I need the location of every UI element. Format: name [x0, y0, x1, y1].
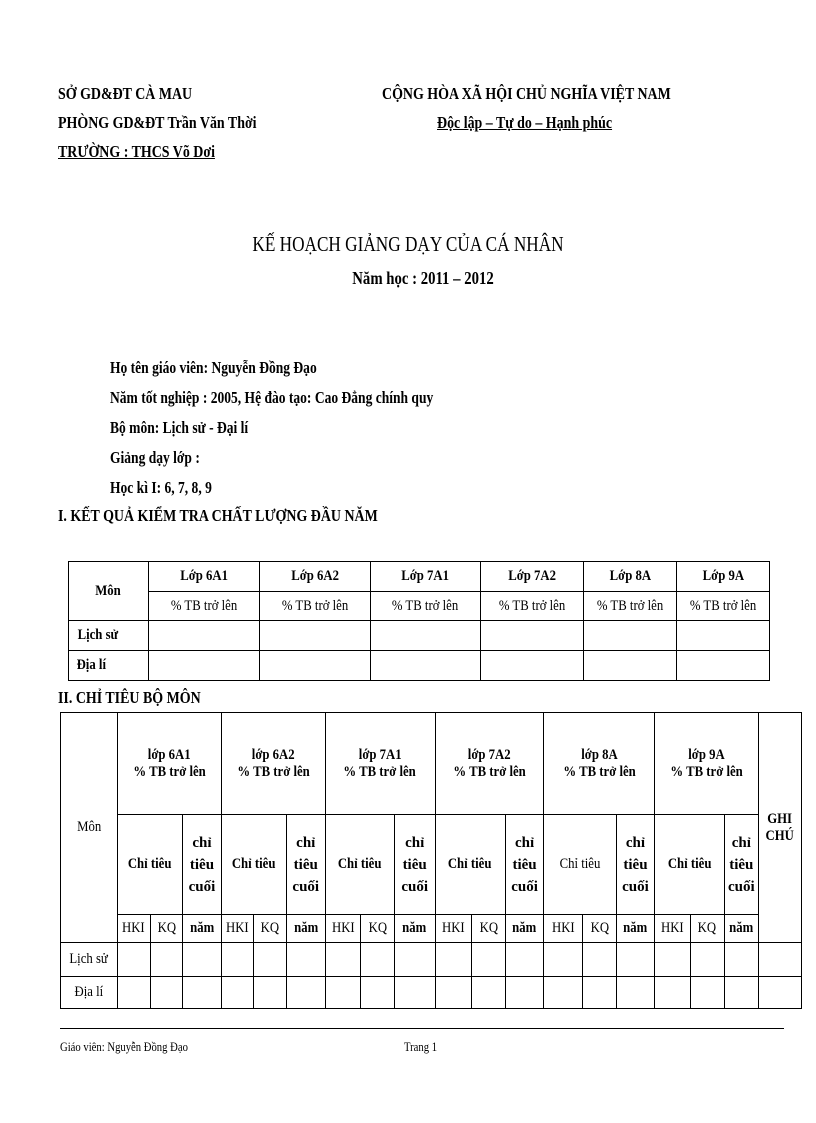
- year-header: năm: [286, 915, 325, 943]
- semester-info: Học kì I: 6, 7, 8, 9: [110, 478, 212, 497]
- year-header: năm: [183, 915, 222, 943]
- final-target-header: chỉ tiêu cuối: [616, 815, 655, 915]
- final-target-header: chỉ tiêu cuối: [505, 815, 544, 915]
- class-header: lớp 7A1 % TB trở lên: [325, 713, 435, 815]
- hki-header: HKI: [221, 915, 254, 943]
- kq-header: KQ: [472, 915, 506, 943]
- table-row: [69, 651, 770, 681]
- kq-header: KQ: [361, 915, 395, 943]
- kq-header: KQ: [690, 915, 724, 943]
- motto-wrap: [437, 113, 612, 133]
- class-header: Lớp 6A1: [148, 562, 259, 592]
- metric-header: % TB trở lên: [370, 592, 481, 621]
- section1-heading: I. KẾT QUẢ KIỂM TRA CHẤT LƯỢNG ĐẦU NĂM: [58, 506, 378, 525]
- national-title: CỘNG HÒA XÃ HỘI CHỦ NGHĨA VIỆT NAM: [382, 84, 671, 103]
- hki-header: HKI: [325, 915, 361, 943]
- target-header: Chỉ tiêu: [221, 815, 286, 915]
- target-header: Chỉ tiêu: [435, 815, 505, 915]
- footer-teacher: Giáo viên: Nguyễn Đồng Đạo: [60, 1039, 188, 1054]
- class-header: lớp 7A2 % TB trở lên: [435, 713, 544, 815]
- row-label-geography: Địa lí: [69, 651, 149, 681]
- dept-name: SỞ GD&ĐT CÀ MAU: [58, 84, 193, 103]
- final-target-header: chỉ tiêu cuối: [394, 815, 435, 915]
- metric-header: % TB trở lên: [584, 592, 677, 621]
- row-label-history: Lịch sử: [69, 621, 149, 651]
- final-target-header: chỉ tiêu cuối: [286, 815, 325, 915]
- subject-header: Môn: [69, 562, 149, 621]
- kq-header: KQ: [583, 915, 617, 943]
- class-header: lớp 9A % TB trở lên: [655, 713, 759, 815]
- table-row: [69, 621, 770, 651]
- target-header: Chỉ tiêu: [655, 815, 724, 915]
- teacher-name: Họ tên giáo viên: Nguyễn Đồng Đạo: [110, 358, 317, 377]
- table-row: [61, 943, 802, 977]
- year-header: năm: [616, 915, 655, 943]
- section2-heading: II. CHỈ TIÊU BỘ MÔN: [58, 688, 201, 707]
- hki-header: HKI: [118, 915, 151, 943]
- target-header: Chỉ tiêu: [544, 815, 616, 915]
- national-motto: Độc lập – Tự do – Hạnh phúc: [437, 113, 613, 132]
- class-header: Lớp 9A: [677, 562, 770, 592]
- page-number: Trang 1: [404, 1039, 438, 1054]
- class-header: Lớp 6A2: [259, 562, 370, 592]
- kq-header: KQ: [150, 915, 183, 943]
- footer-divider: [60, 1028, 784, 1029]
- metric-header: % TB trở lên: [148, 592, 259, 621]
- school-name: TRƯỜNG : THCS Võ Dơi: [58, 142, 215, 161]
- school-name-wrap: [58, 142, 215, 162]
- metric-header: % TB trở lên: [259, 592, 370, 621]
- final-target-header: chỉ tiêu cuối: [183, 815, 222, 915]
- subject-info: Bộ môn: Lịch sử - Đại lí: [110, 418, 249, 437]
- year-header: năm: [505, 915, 544, 943]
- table-row: [61, 977, 802, 1009]
- class-header: Lớp 7A2: [481, 562, 584, 592]
- quality-results-table: [68, 561, 770, 681]
- target-header: Chỉ tiêu: [325, 815, 394, 915]
- class-header: lớp 6A1 % TB trở lên: [118, 713, 222, 815]
- row-label-geography: Địa lí: [61, 977, 118, 1009]
- target-header: Chỉ tiêu: [118, 815, 183, 915]
- final-target-header: chỉ tiêu cuối: [724, 815, 759, 915]
- row-label-history: Lịch sử: [61, 943, 118, 977]
- class-header: Lớp 7A1: [370, 562, 481, 592]
- teaching-classes: Giảng dạy lớp :: [110, 448, 200, 467]
- school-year: Năm học : 2011 – 2012: [352, 268, 494, 288]
- metric-header: % TB trở lên: [677, 592, 770, 621]
- office-name: PHÒNG GD&ĐT Trần Văn Thời: [58, 113, 257, 132]
- year-header: năm: [724, 915, 759, 943]
- metric-header: % TB trở lên: [481, 592, 584, 621]
- hki-header: HKI: [435, 915, 472, 943]
- class-header: lớp 8A % TB trở lên: [544, 713, 655, 815]
- graduation-info: Năm tốt nghiệp : 2005, Hệ đào tạo: Cao Đẳng chính quy: [110, 388, 434, 407]
- hki-header: HKI: [544, 915, 583, 943]
- year-header: năm: [394, 915, 435, 943]
- class-header: lớp 6A2 % TB trở lên: [221, 713, 325, 815]
- page-title: KẾ HOẠCH GIẢNG DẠY CỦA CÁ NHÂN: [252, 232, 564, 256]
- class-header: Lớp 8A: [584, 562, 677, 592]
- kq-header: KQ: [254, 915, 287, 943]
- subject-targets-table: [60, 712, 802, 1009]
- subject-header: Môn: [61, 713, 118, 943]
- note-header: GHI CHÚ: [759, 713, 802, 943]
- hki-header: HKI: [655, 915, 691, 943]
